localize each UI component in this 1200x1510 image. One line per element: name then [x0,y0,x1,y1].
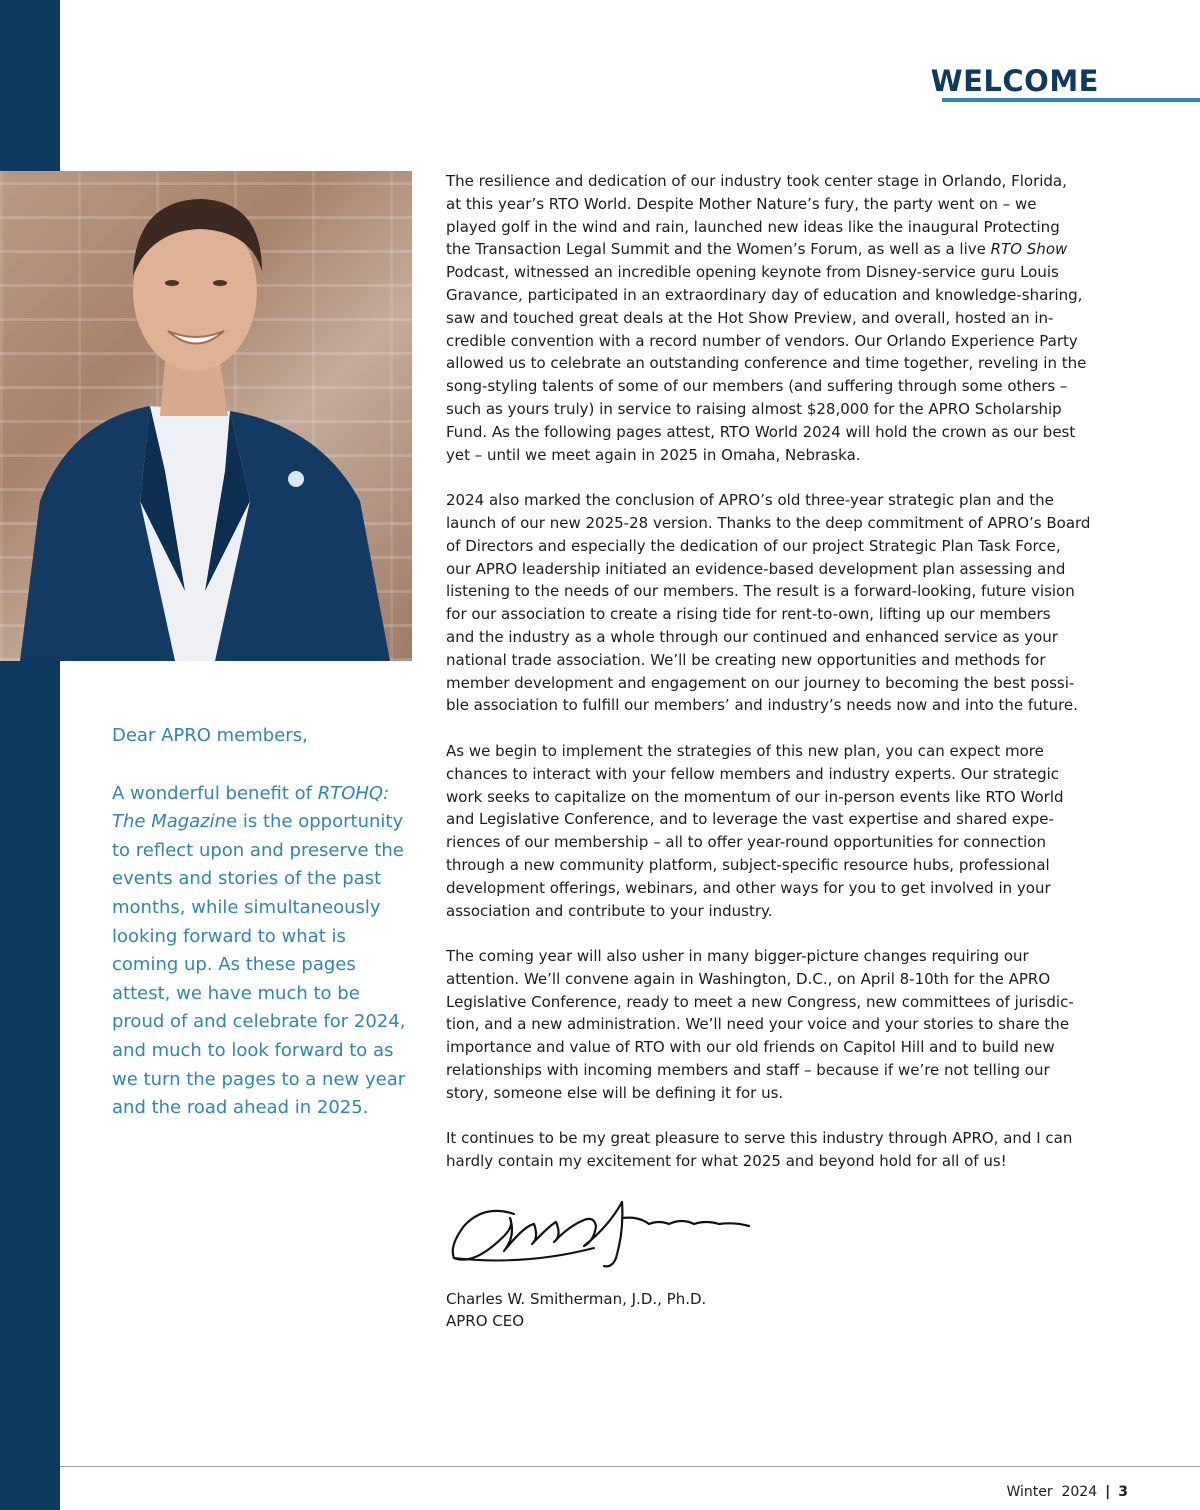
author-portrait-photo [0,171,412,661]
paragraph-rto-world [446,170,1096,466]
signatory-name: Charles W. Smitherman, J.D., Ph.D. [446,1290,707,1308]
magazine-title: RTOHQ: The Magazin [112,782,390,833]
intro-callout [112,722,412,1123]
intro-paragraph [112,780,412,1123]
title-underline [942,98,1200,102]
paragraph-implementation: As we begin to implement the strategies of this new plan, you can expect more chances to interact with your fellow members and industry experts. Our strategic work seeks to capitalize on the momentum of our in-person events like RTO World and Legislative Conference, and to leverage the vast expertise and shared expe- riences of our membership – all to offer year-round opportunities for connection through a new community platform, subject-specific resource hubs, professional development offerings, webinars, and other ways for you to get involved in your association and contribute to your industry. [446,741,1064,920]
signatory-title: APRO CEO [446,1312,525,1330]
rto-show-title: RTO Show [990,240,1068,259]
footer-rule [60,1466,1200,1467]
paragraph-1-part-a: The resilience and dedication of our industry took center stage in Orlando, Florida, at this year’s RTO World. Despite Mother Nature’s fury, the party went on – we played golf in the wind and rain, launched new ideas like the inaugural Protecting the Transaction Legal Summit and the Women’s Forum, as well as a live [446,172,1067,259]
intro-text-rest: e is the opportunity to reflect upon and preserve the events and stories of the past months, while simultaneously looking forward to what is coming up. As these pages attest, we have much to be proud of and celebrate for 2024, and much to look forward to as we turn the pages to a new year and the road ahead in 2025. [112,811,406,1119]
footer-divider: | [1105,1484,1111,1500]
letter-body [446,170,1096,1196]
paragraph-strategic-plan: 2024 also marked the conclusion of APRO’s old three-year strategic plan and the launch of our new 2025-28 version. Thanks to the deep commitment of APRO’s Board of Directors and especially the dedication of our project Strategic Plan Task Force, our APRO leadership initiated an evidence-based development plan assessing and listening to the needs of our members. The result is a forward-looking, future vision for our association to create a rising tide for rent-to-own, lifting up our members and the industry as a whole through our continued and enhanced service as your national trade association. We’ll be creating new opportunities and methods for member development and engagement on our journey to becoming the best possi- ble association to fulfill our members’ and industry’s needs now and into the future. [446,491,1091,715]
greeting: Dear APRO members, [112,725,308,746]
handwritten-signature [444,1196,754,1276]
section-title: WELCOME [930,64,1099,98]
issue-label: Winter 2024 [1006,1484,1098,1500]
paragraph-closing: It continues to be my great pleasure to serve this industry through APRO, and I can hardly contain my excitement for what 2025 and beyond hold for all of us! [446,1129,1073,1171]
paragraph-coming-year: The coming year will also usher in many bigger-picture changes requiring our attention. We’ll convene again in Washington, D.C., on April 8-10th for the APRO Legislative Conference, ready to meet a new Congress, new committees of jurisdic- tion, and a new administration. We’ll need your voice and your stories to share the importance and value of RTO with our old friends on Capitol Hill and to build new relationships with incoming members and staff – because if we’re not telling our story, someone else will be defining it for us. [446,947,1074,1102]
paragraph-1-part-b: Podcast, witnessed an incredible opening keynote from Disney-service guru Louis Gravance, participated in an extraordinary day of education and knowledge-sharing, saw and touched great deals at the Hot Show Preview, and overall, hosted an in- credible convention with a record number of vendors. Our Orlando Experience Party allowed us to celebrate an outstanding conference and time together, reveling in the song-styling talents of some of our members (and suffering through some others – such as yours truly) in service to raising almost $28,000 for the APRO Scholarship Fund. As the following pages attest, RTO World 2024 will hold the crown as our best yet – until we meet again in 2025 in Omaha, Nebraska. [446,263,1087,464]
page-footer [1006,1484,1128,1500]
portrait-illustration [0,171,412,661]
intro-text-start: A wonderful benefit of [112,782,318,804]
page-number: 3 [1118,1484,1128,1500]
